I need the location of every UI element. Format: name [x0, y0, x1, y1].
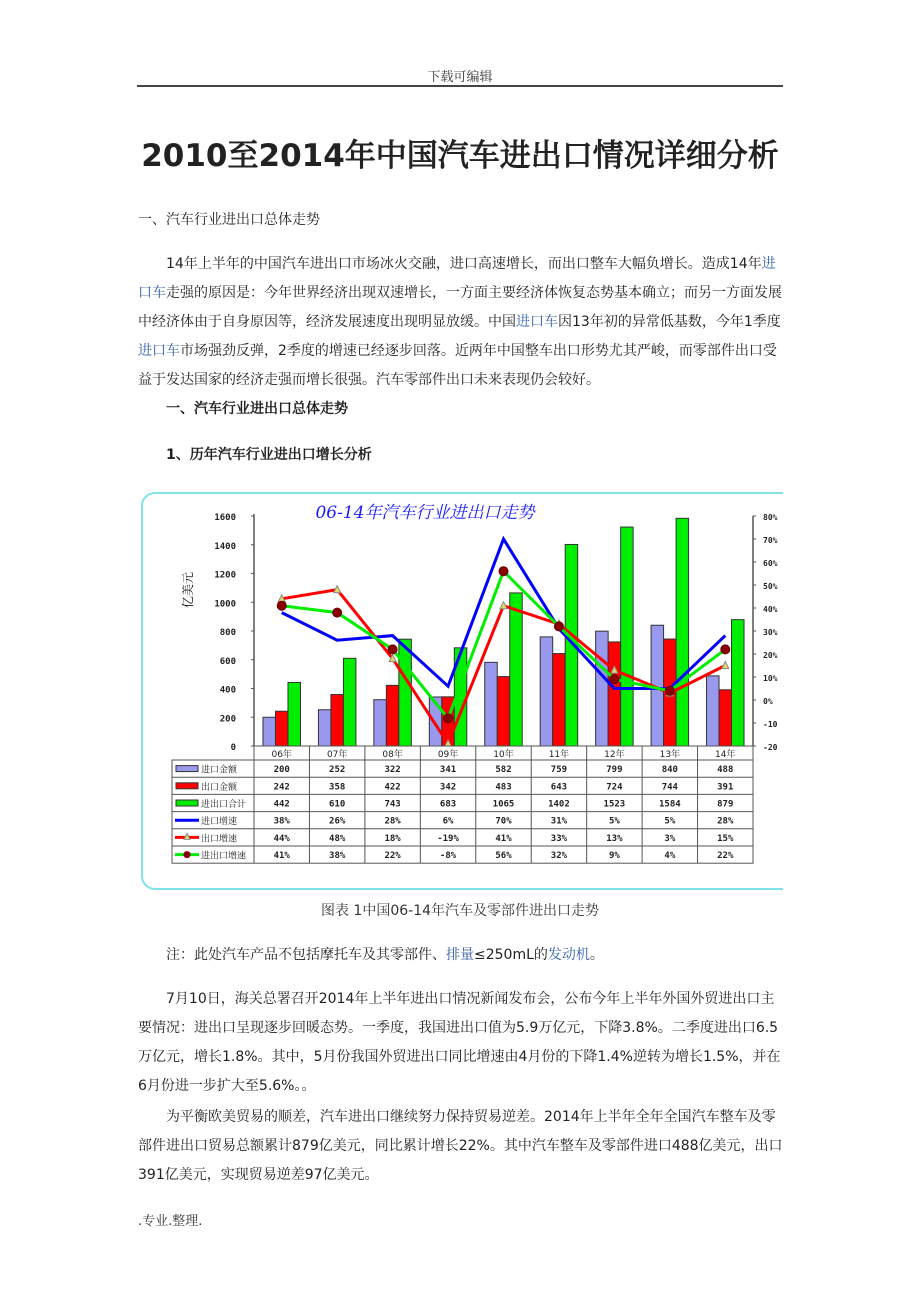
table-cell: 358 [329, 782, 346, 793]
table-cell: 41% [273, 851, 290, 862]
paragraph-trade-balance [138, 1103, 783, 1190]
table-cell: 22% [384, 851, 401, 862]
y2-tick-label: 80% [763, 513, 778, 522]
table-cell: 743 [384, 799, 401, 810]
section-heading-2: 一、汽车行业进出口总体走势 [166, 401, 348, 417]
table-cell: 31% [550, 816, 568, 827]
y-axis-label: 亿美元 [181, 571, 195, 609]
table-cell: 1402 [548, 799, 570, 810]
y2-tick-label: 70% [763, 536, 778, 545]
table-cell: 32% [550, 851, 568, 862]
table-cell: 38% [273, 816, 290, 827]
section-heading-1: 一、汽车行业进出口总体走势 [138, 212, 320, 228]
y-tick-label: 0 [230, 743, 236, 753]
table-cell: 724 [606, 782, 623, 793]
table-cell: 33% [550, 833, 568, 844]
bar-0 [540, 637, 553, 746]
table-cell: 5% [608, 816, 620, 827]
table-cell: 840 [661, 765, 678, 776]
table-cell: 48% [329, 833, 346, 844]
table-cell: 26% [329, 816, 346, 827]
circle-marker [554, 622, 563, 631]
note-link[interactable]: 发动机 [547, 947, 590, 963]
circle-marker [277, 601, 286, 610]
table-cell: 4% [664, 851, 676, 862]
table-cell: 6% [442, 816, 454, 827]
x-category-label: 09年 [437, 750, 459, 760]
bar-2 [510, 593, 523, 746]
paragraph-trade-text: 为平衡欧美贸易的顺差，汽车进出口继续努力保持贸易逆差。2014年上半年全年全国汽车整车及零部件进出口贸易总额累计879亿美元，同比累计增长22%。其中汽车整车及零部件进口488亿美元，出口391亿美元，实现贸易逆差97亿美元。 [138, 1109, 783, 1183]
x-category-label: 12年 [604, 750, 625, 760]
x-category-label: 13年 [659, 750, 681, 760]
legend-label: 进口金额 [201, 765, 238, 776]
y-tick-label: 1400 [214, 541, 236, 552]
x-category-label: 11年 [548, 750, 570, 760]
bar-2 [288, 682, 301, 746]
table-cell: 1523 [603, 799, 626, 810]
y2-tick-label: 60% [763, 559, 778, 568]
circle-marker [444, 714, 453, 723]
y2-tick-label: 50% [763, 582, 778, 591]
y-tick-label: 200 [219, 714, 236, 725]
document-title: 2010至2014年中国汽车进出口情况详细分析 [141, 138, 779, 174]
page-footer: .专业.整理. [138, 1214, 203, 1229]
intro-link[interactable]: 进口车 [138, 256, 776, 301]
bar-0 [485, 662, 498, 746]
x-category-label: 08年 [382, 750, 403, 760]
paragraph-customs-text: 7月10日，海关总署召开2014年上半年进出口情况新闻发布会，公布今年上半年外国外贸进出口主要情况：进出口呈现逐步回暖态势。一季度，我国进出口值为5.9万亿元，下降3.8%。二季度进出口6.5万亿元，增长1.8%。其中，5月份我国外贸进出口同比增速由4月份的下降1.4%逆转为增长1.5%，并在6月份进一步扩大至5.6%。。 [138, 991, 781, 1094]
table-cell: 70% [495, 816, 512, 827]
table-cell: 683 [439, 799, 457, 810]
x-category-label: 06年 [271, 750, 292, 760]
bar-2 [621, 527, 634, 746]
table-cell: 18% [384, 833, 401, 844]
table-cell: 1584 [658, 799, 681, 810]
legend-label: 出口金额 [201, 782, 238, 793]
table-cell: 242 [273, 782, 290, 793]
bar-0 [318, 710, 331, 746]
legend-label: 出口增速 [201, 834, 238, 845]
bar-2 [676, 518, 689, 746]
subsection-heading: 1、历年汽车行业进出口增长分析 [166, 447, 372, 463]
table-cell: 488 [717, 765, 734, 776]
bar-1 [275, 711, 288, 746]
circle-marker [333, 608, 342, 617]
intro-text: 14年上半年的中国汽车进出口市场冰火交融，进口高速增长，而出口整车大幅负增长。造成14年 [166, 256, 762, 272]
table-cell: 391 [717, 782, 734, 793]
figure-caption: 图表 1中国06-14年汽车及零部件进出口走势 [320, 903, 600, 919]
table-cell: -19% [437, 833, 459, 844]
legend-label: 进出口增速 [201, 851, 247, 862]
y2-tick-label: -20 [763, 743, 778, 752]
chart-title: 06-14年汽车行业进出口走势 [315, 503, 535, 523]
paragraph-customs [138, 985, 783, 1101]
legend-label: 进出口合计 [201, 800, 247, 810]
intro-text: 因13年初的异常低基数，今年1季度 [558, 314, 781, 330]
y-tick-label: 400 [219, 685, 236, 696]
y-tick-label: 800 [219, 628, 236, 638]
table-cell: 22% [717, 851, 734, 862]
x-category-label: 10年 [493, 750, 514, 760]
table-cell: 442 [273, 799, 290, 810]
circle-marker [499, 567, 508, 576]
intro-link[interactable]: 进口车 [138, 343, 180, 359]
table-cell: 341 [439, 765, 457, 776]
table-cell: 200 [273, 765, 290, 776]
bar-2 [732, 620, 745, 746]
y2-tick-label: 40% [763, 605, 778, 614]
table-cell: 322 [384, 765, 401, 776]
y2-tick-label: 20% [763, 651, 778, 660]
paragraph-note [138, 941, 783, 970]
bar-1 [719, 690, 732, 746]
note-text: 。 [589, 947, 604, 963]
table-cell: 38% [329, 851, 346, 862]
y2-tick-label: -10 [763, 720, 778, 729]
table-cell: 879 [717, 799, 734, 810]
note-text: 注：此处汽车产品不包括摩托车及其零部件、 [166, 947, 446, 963]
table-cell: -8% [439, 851, 457, 862]
table-cell: 610 [329, 799, 346, 810]
y2-tick-label: 30% [763, 628, 778, 637]
circle-marker [721, 645, 730, 654]
bar-0 [707, 676, 720, 746]
legend-key-bar [176, 766, 198, 772]
table-cell: 41% [495, 833, 512, 844]
x-category-label: 14年 [715, 750, 736, 760]
table-cell: 5% [664, 816, 676, 827]
circle-marker [610, 675, 619, 684]
bar-1 [386, 685, 399, 746]
table-cell: 483 [495, 782, 512, 793]
legend-key-bar [176, 800, 198, 806]
y-tick-label: 1000 [214, 599, 236, 610]
circle-marker [388, 645, 397, 654]
bar-2 [399, 639, 412, 746]
table-cell: 3% [664, 833, 676, 844]
y-tick-label: 1600 [214, 513, 236, 523]
legend-key-bar [176, 783, 198, 789]
table-cell: 759 [550, 765, 568, 776]
table-cell: 28% [717, 816, 734, 827]
page-margin-right [783, 480, 920, 900]
intro-text: 市场强劲反弹，2季度的增速已经逐步回落。近两年中国整车出口形势尤其严峻，而零部件出口受益于发达国家的经济走强而增长很强。汽车零部件出口未来表现仍会较好。 [138, 343, 777, 388]
legend-label: 进口增速 [201, 817, 238, 828]
bar-0 [596, 631, 609, 746]
bar-1 [497, 677, 510, 746]
note-text: ≤250mL的 [474, 947, 548, 963]
table-cell: 422 [384, 782, 401, 793]
table-cell: 252 [329, 765, 346, 776]
table-cell: 1065 [492, 799, 515, 810]
y-tick-label: 600 [219, 656, 236, 667]
bar-1 [553, 654, 566, 746]
bar-0 [263, 717, 276, 746]
intro-text: 走强的原因是：今年世界经济出现双速增长，一方面主要经济体恢复态势基本确立；而另一方面发展中经济体由于自身原因等，经济发展速度出现明显放缓。中国 [138, 285, 782, 330]
triangle-marker [722, 662, 729, 669]
y2-tick-label: 10% [763, 674, 778, 683]
table-cell: 15% [717, 833, 734, 844]
table-cell: 28% [384, 816, 401, 827]
table-cell: 582 [495, 765, 512, 776]
page-header: 下载可编辑 [427, 70, 493, 85]
y2-tick-label: 0% [763, 697, 773, 706]
table-cell: 744 [661, 782, 678, 793]
y-tick-label: 1200 [214, 570, 236, 581]
bar-2 [343, 658, 356, 746]
x-category-label: 07年 [326, 750, 348, 760]
table-cell: 643 [550, 782, 568, 793]
table-cell: 342 [439, 782, 457, 793]
table-cell: 799 [606, 765, 623, 776]
bar-1 [331, 695, 344, 746]
intro-link[interactable]: 进口车 [516, 314, 558, 330]
note-link[interactable]: 排量 [446, 947, 474, 963]
circle-marker [665, 686, 674, 695]
table-cell: 56% [495, 851, 512, 862]
table-cell: 13% [606, 833, 623, 844]
table-cell: 9% [608, 851, 620, 862]
table-cell: 44% [273, 833, 290, 844]
bar-1 [608, 642, 621, 746]
bar-0 [374, 700, 387, 746]
